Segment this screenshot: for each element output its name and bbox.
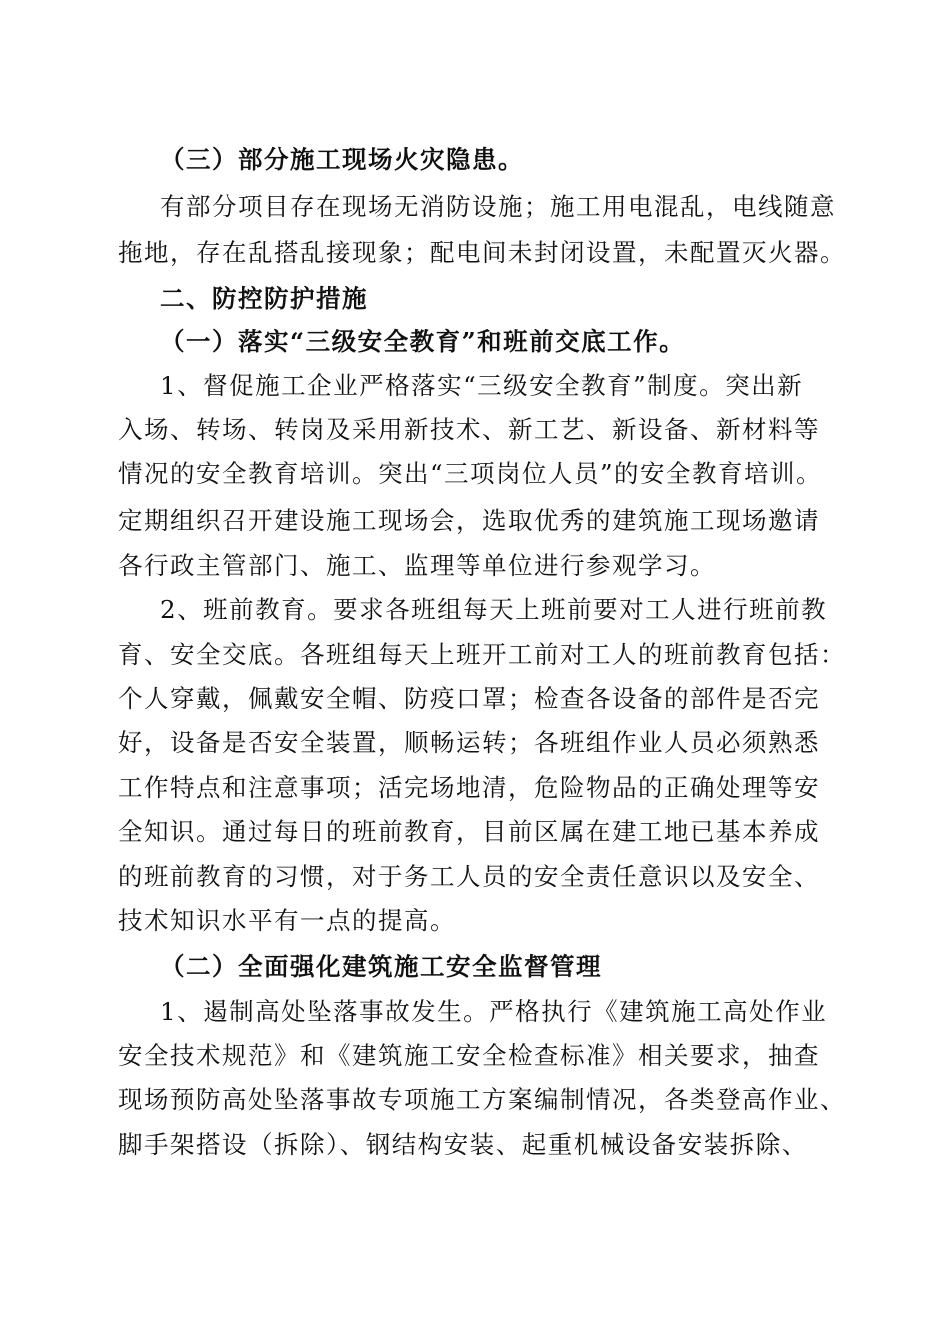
paragraph-line: 2、班前教育。要求各班组每天上班前要对工人进行班前教 — [160, 595, 828, 624]
paragraph-line: 入场、转场、转岗及采用新技术、新工艺、新设备、新材料等 — [118, 415, 820, 444]
paragraph-line: 好，设备是否安全装置，顺畅运转；各班组作业人员必须熟悉 — [118, 728, 820, 757]
paragraph-line: 有部分项目存在现场无消防设施；施工用电混乱，电线随意 — [160, 192, 836, 221]
paragraph-line: 现场预防高处坠落事故专项施工方案编制情况，各类登高作业、 — [118, 1085, 846, 1114]
paragraph-line: 1、督促施工企业严格落实“三级安全教育”制度。突出新 — [160, 371, 804, 400]
paragraph-line: 技术知识水平有一点的提高。 — [118, 906, 456, 935]
paragraph-line: 拖地，存在乱搭乱接现象；配电间未封闭设置，未配置灭火器。 — [118, 238, 846, 267]
paragraph-line: 脚手架搭设（拆除）、钢结构安装、起重机械设备安装拆除、 — [118, 1130, 808, 1159]
subsection-two-heading: （二）全面强化建筑施工安全监督管理 — [160, 952, 602, 981]
subsection-one-heading: （一）落实“三级安全教育”和班前交底工作。 — [160, 327, 686, 356]
paragraph-line: 工作特点和注意事项；活完场地清，危险物品的正确处理等安 — [118, 773, 820, 802]
paragraph-line: 的班前教育的习惯，对于务工人员的安全责任意识以及安全、 — [118, 862, 820, 891]
part-two-heading: 二、防控防护措施 — [160, 284, 368, 313]
paragraph-line: 育、安全交底。各班组每天上班开工前对工人的班前教育包括： — [118, 640, 846, 669]
paragraph-line: 安全技术规范》和《建筑施工安全检查标准》相关要求，抽查 — [118, 1041, 820, 1070]
paragraph-line: 情况的安全教育培训。突出“三项岗位人员”的安全教育培训。 — [118, 459, 823, 488]
paragraph-line: 1、遏制高处坠落事故发生。严格执行《建筑施工高处作业 — [160, 997, 828, 1026]
paragraph-line: 全知识。通过每日的班前教育，目前区属在建工地已基本养成 — [118, 817, 820, 846]
paragraph-line: 定期组织召开建设施工现场会，选取优秀的建筑施工现场邀请 — [118, 506, 820, 535]
paragraph-line: 个人穿戴，佩戴安全帽、防疫口罩；检查各设备的部件是否完 — [118, 684, 820, 713]
section-three-heading: （三）部分施工现场火灾隐患。 — [160, 145, 524, 174]
paragraph-line: 各行政主管部门、施工、监理等单位进行参观学习。 — [118, 551, 716, 580]
